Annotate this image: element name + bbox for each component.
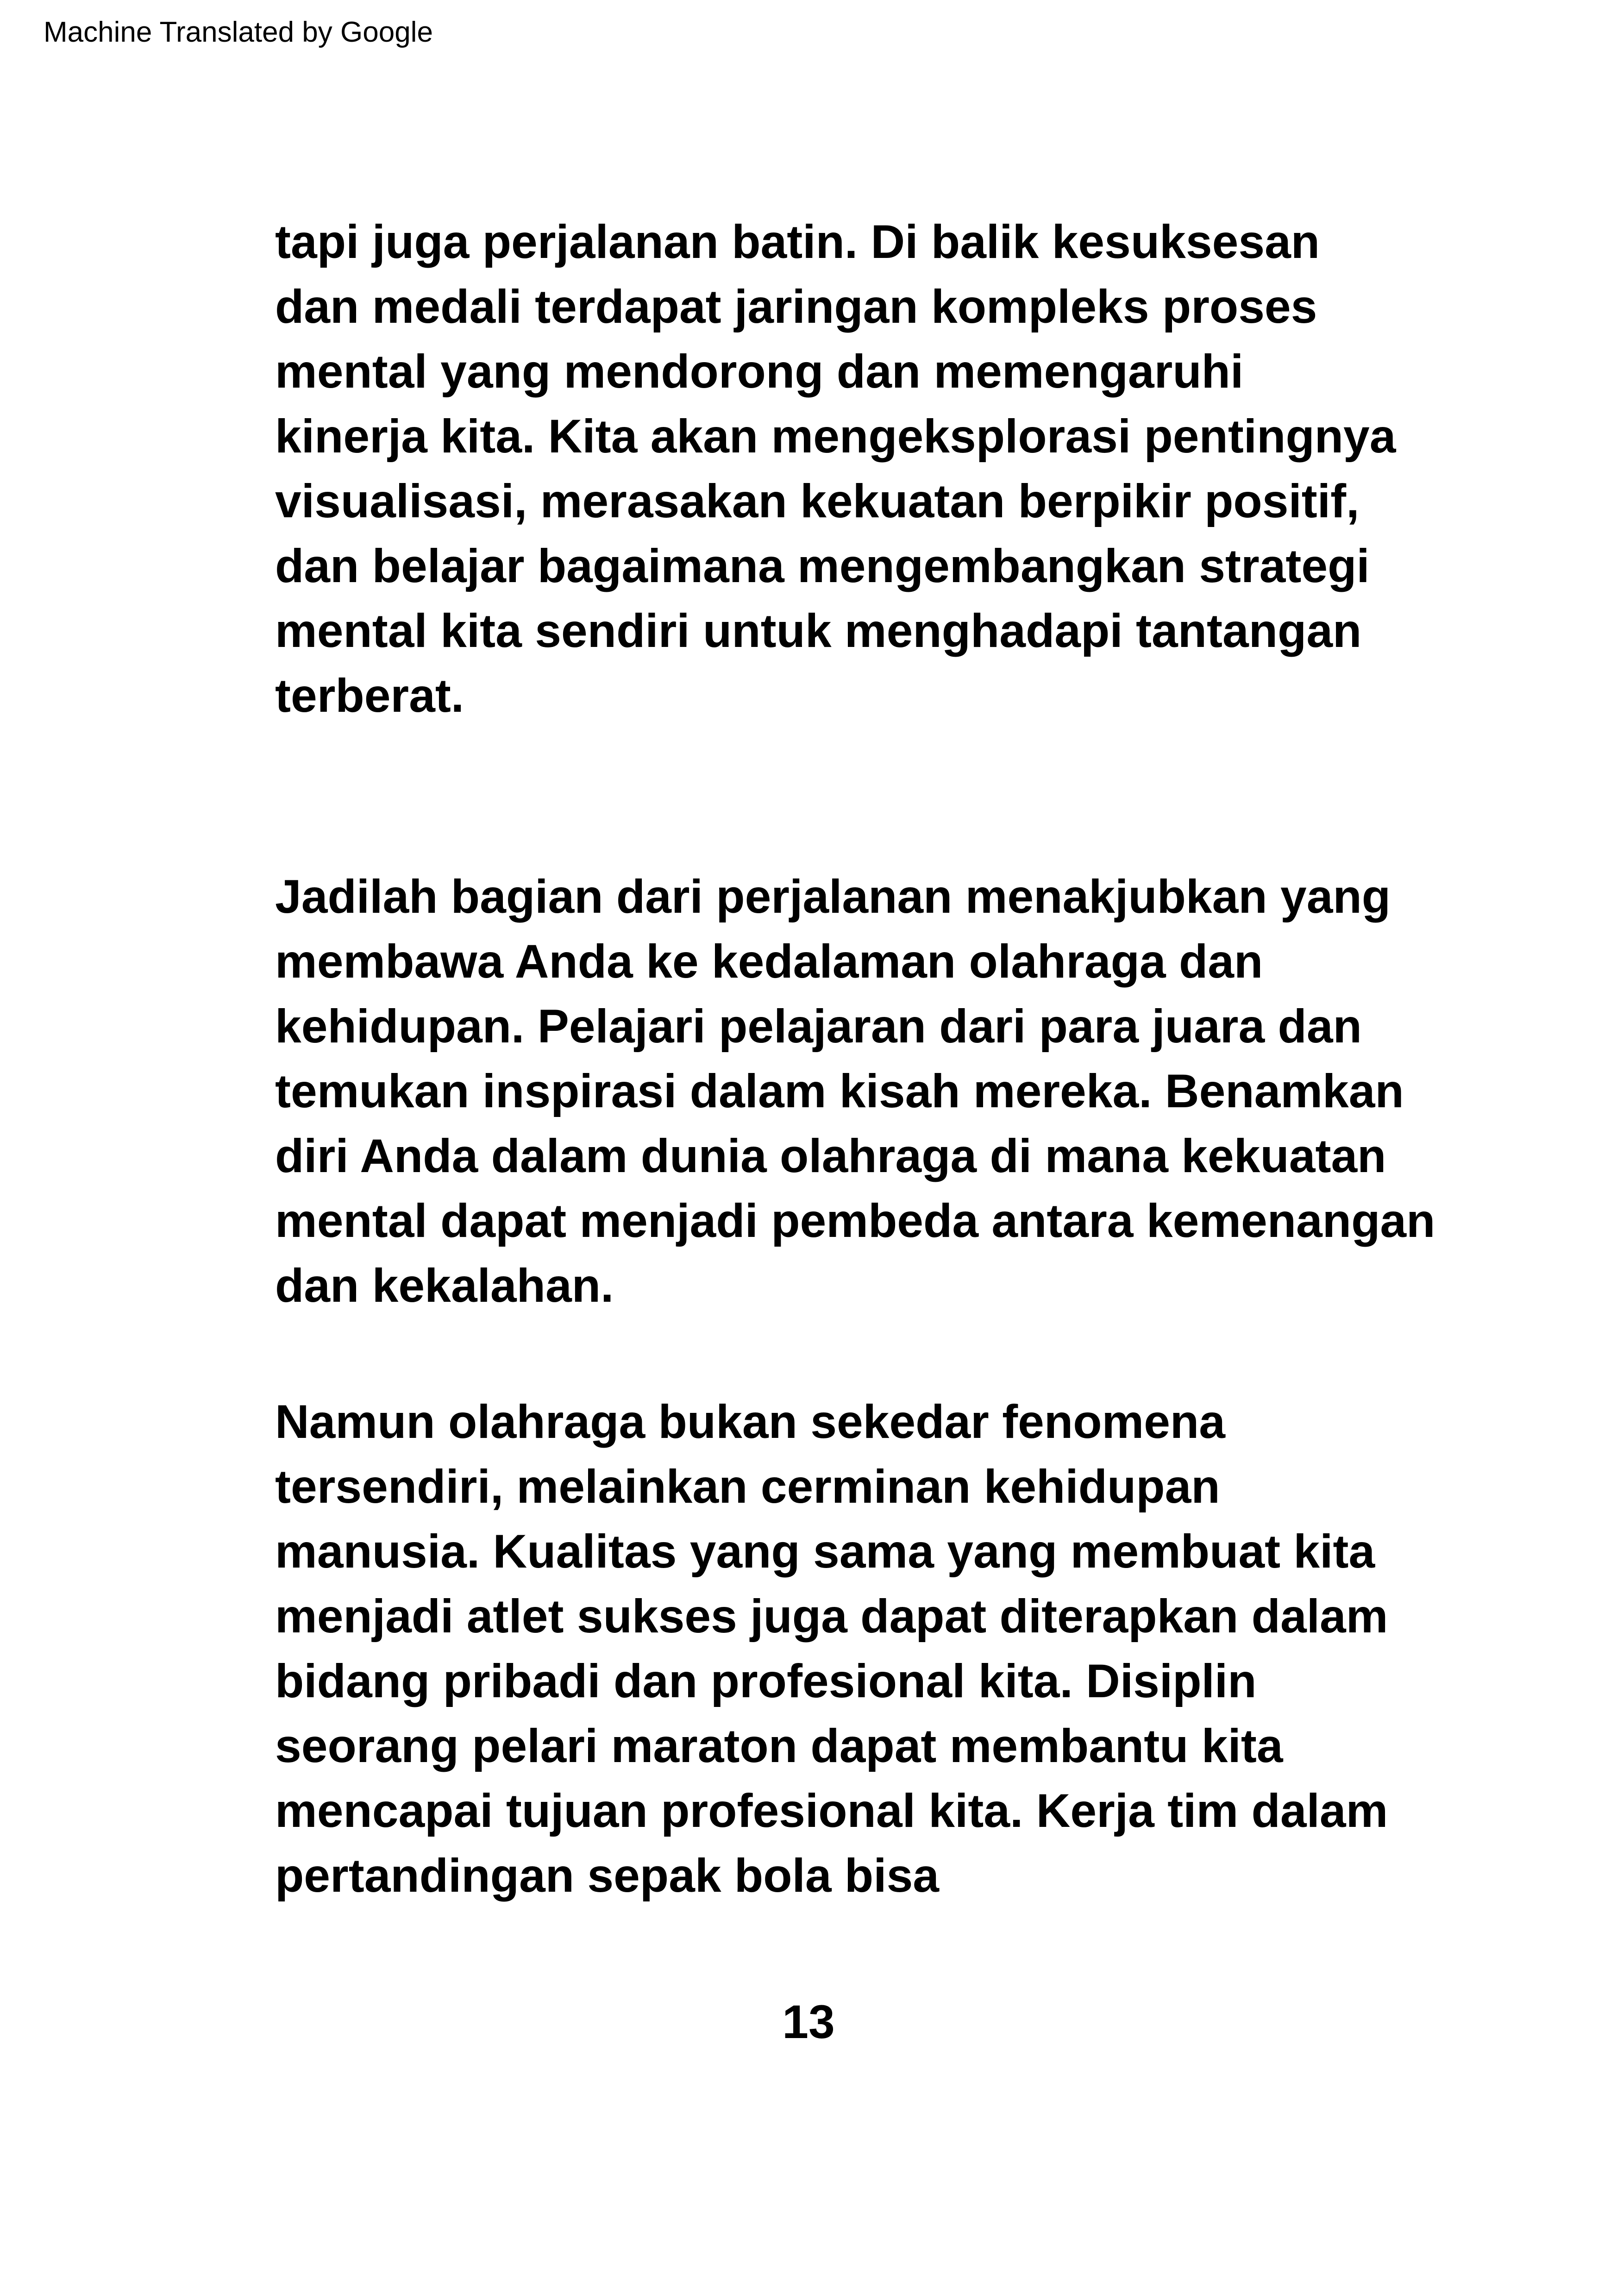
page-number: 13 bbox=[782, 1995, 835, 2048]
paragraph-line: dan kekalahan. bbox=[275, 1259, 614, 1312]
paragraph-line: kehidupan. Pelajari pelajaran dari para juara dan bbox=[275, 1000, 1362, 1053]
paragraph-line: mencapai tujuan profesional kita. Kerja tim dalam bbox=[275, 1784, 1388, 1837]
paragraph-line: dan medali terdapat jaringan kompleks proses bbox=[275, 280, 1317, 333]
paragraph-line: seorang pelari maraton dapat membantu kita bbox=[275, 1719, 1283, 1772]
paragraph-line: menjadi atlet sukses juga dapat diterapkan dalam bbox=[275, 1590, 1388, 1643]
paragraph-line: tapi juga perjalanan batin. Di balik kesuksesan bbox=[275, 215, 1320, 268]
paragraph-line: Namun olahraga bukan sekedar fenomena bbox=[275, 1395, 1225, 1448]
paragraph-line: mental kita sendiri untuk menghadapi tantangan bbox=[275, 604, 1362, 657]
paragraph-line: mental yang mendorong dan memengaruhi bbox=[275, 345, 1244, 398]
paragraph-2 bbox=[275, 864, 1433, 1318]
paragraph-line: Jadilah bagian dari perjalanan menakjubkan yang bbox=[275, 870, 1391, 923]
paragraph-line: diri Anda dalam dunia olahraga di mana kekuatan bbox=[275, 1129, 1386, 1182]
paragraph-line: kinerja kita. Kita akan mengeksplorasi pentingnya bbox=[275, 410, 1396, 463]
paragraph-line: pertandingan sepak bola bisa bbox=[275, 1849, 940, 1902]
paragraph-line: dan belajar bagaimana mengembangkan strategi bbox=[275, 539, 1370, 592]
paragraph-line: temukan inspirasi dalam kisah mereka. Benamkan bbox=[275, 1065, 1404, 1117]
paragraph-line: manusia. Kualitas yang sama yang membuat kita bbox=[275, 1525, 1375, 1578]
machine-translation-note: Machine Translated by Google bbox=[44, 16, 433, 48]
paragraph-line: tersendiri, melainkan cerminan kehidupan bbox=[275, 1460, 1220, 1513]
paragraph-3 bbox=[275, 1389, 1433, 1908]
paragraph-line: bidang pribadi dan profesional kita. Disiplin bbox=[275, 1655, 1257, 1707]
paragraph-line: mental dapat menjadi pembeda antara kemenangan bbox=[275, 1194, 1435, 1247]
paragraph-line: terberat. bbox=[275, 669, 464, 722]
paragraph-line: membawa Anda ke kedalaman olahraga dan bbox=[275, 935, 1263, 988]
paragraph-line: visualisasi, merasakan kekuatan berpikir positif, bbox=[275, 475, 1360, 527]
paragraph-1 bbox=[275, 209, 1433, 728]
